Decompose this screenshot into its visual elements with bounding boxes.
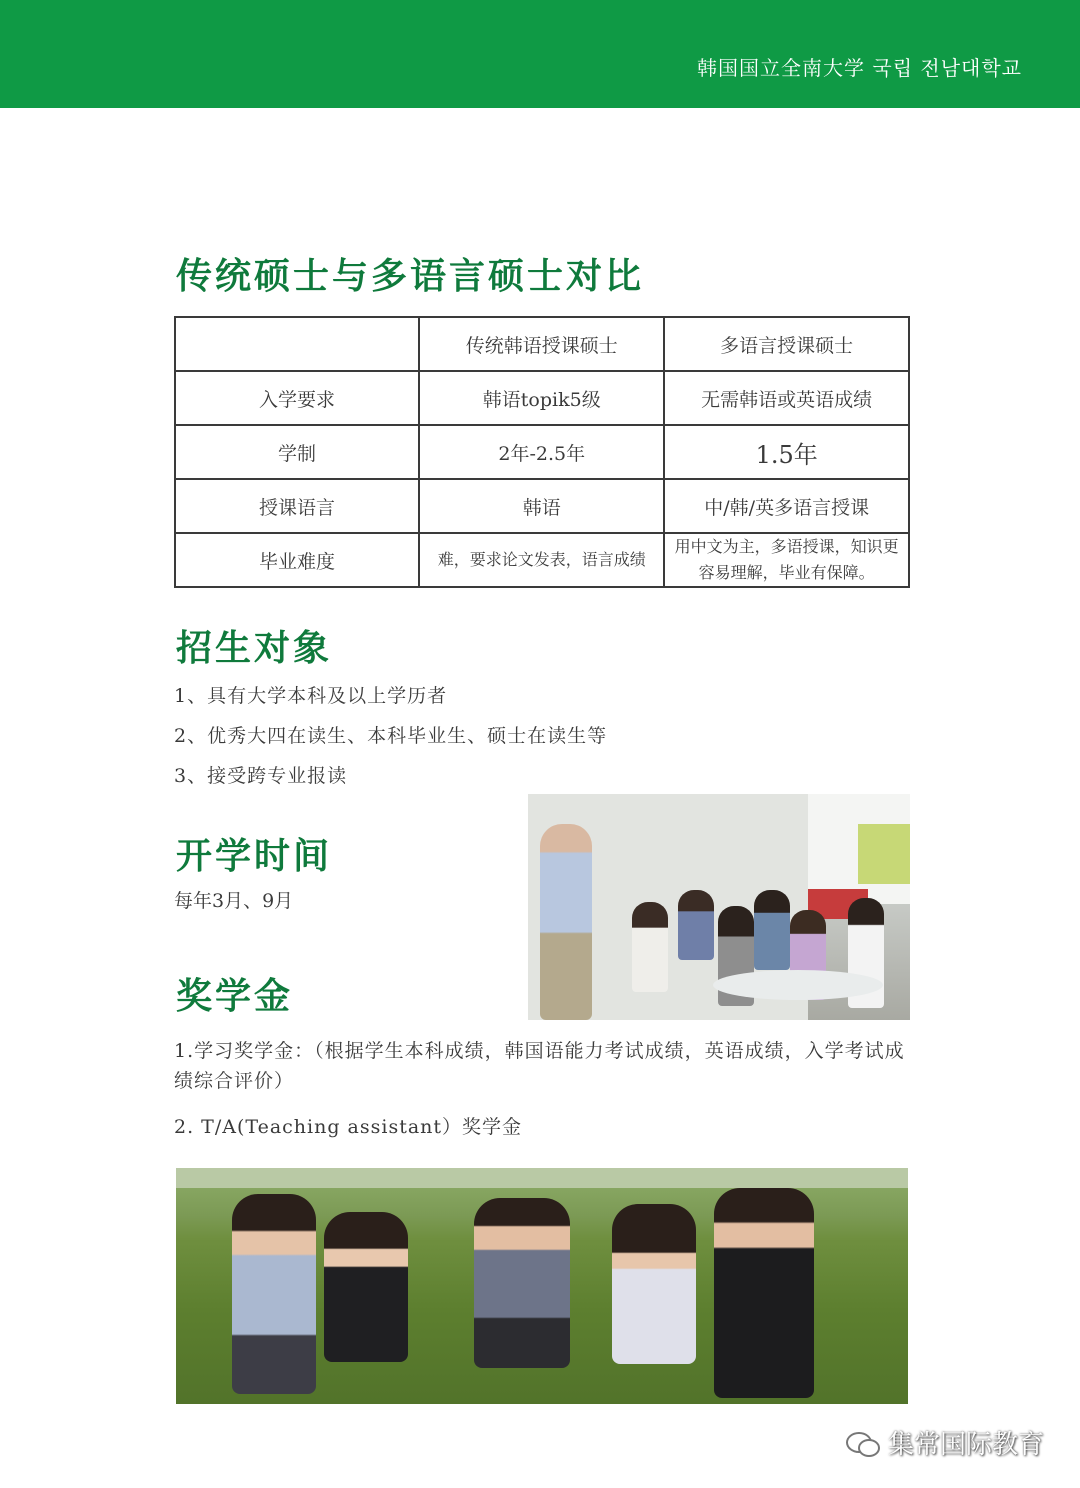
table-cell: 授课语言 bbox=[175, 479, 419, 533]
table-cell: 毕业难度 bbox=[175, 533, 419, 587]
header-bar bbox=[0, 0, 1080, 108]
wechat-icon bbox=[846, 1430, 880, 1456]
table-row bbox=[175, 425, 909, 479]
watermark bbox=[846, 1424, 1044, 1461]
table-row bbox=[175, 479, 909, 533]
table-cell: 韩语 bbox=[419, 479, 664, 533]
table-cell: 韩语topik5级 bbox=[419, 371, 664, 425]
start-heading: 开学时间 bbox=[176, 836, 333, 877]
table-cell: 1.5年 bbox=[664, 425, 909, 479]
start-text: 每年3月、9月 bbox=[174, 890, 294, 912]
scholarship-heading: 奖学金 bbox=[176, 976, 294, 1017]
table-cell: 学制 bbox=[175, 425, 419, 479]
table-row bbox=[175, 371, 909, 425]
table-cell: 无需韩语或英语成绩 bbox=[664, 371, 909, 425]
table-cell: 2年-2.5年 bbox=[419, 425, 664, 479]
comparison-table bbox=[174, 316, 910, 588]
list-item: 2、优秀大四在读生、本科毕业生、硕士在读生等 bbox=[174, 725, 608, 747]
classroom-photo bbox=[528, 794, 910, 1020]
students-lawn-photo bbox=[176, 1168, 908, 1404]
table-header-cell bbox=[175, 317, 419, 371]
list-item: 3、接受跨专业报读 bbox=[174, 765, 348, 787]
list-item: 1、具有大学本科及以上学历者 bbox=[174, 685, 448, 707]
table-header-cell: 传统韩语授课硕士 bbox=[419, 317, 664, 371]
enroll-list bbox=[174, 682, 607, 802]
watermark-text: 集常国际教育 bbox=[887, 1430, 1044, 1460]
header-title: 韩国国立全南大学 국립 전남대학교 bbox=[697, 56, 1022, 80]
table-header-cell: 多语言授课硕士 bbox=[664, 317, 909, 371]
table-header-row bbox=[175, 317, 909, 371]
compare-heading: 传统硕士与多语言硕士对比 bbox=[176, 256, 645, 297]
table-cell: 用中文为主，多语授课，知识更容易理解，毕业有保障。 bbox=[664, 533, 909, 587]
scholarship-item: 1.学习奖学金：（根据学生本科成绩，韩国语能力考试成绩，英语成绩，入学考试成绩综合评价） bbox=[174, 1040, 905, 1092]
enroll-heading: 招生对象 bbox=[176, 628, 333, 669]
table-cell: 中/韩/英多语言授课 bbox=[664, 479, 909, 533]
table-cell: 难，要求论文发表，语言成绩 bbox=[419, 533, 664, 587]
table-cell: 入学要求 bbox=[175, 371, 419, 425]
table-row bbox=[175, 533, 909, 587]
scholarship-item: 2. T/A(Teaching assistant）奖学金 bbox=[174, 1116, 523, 1138]
